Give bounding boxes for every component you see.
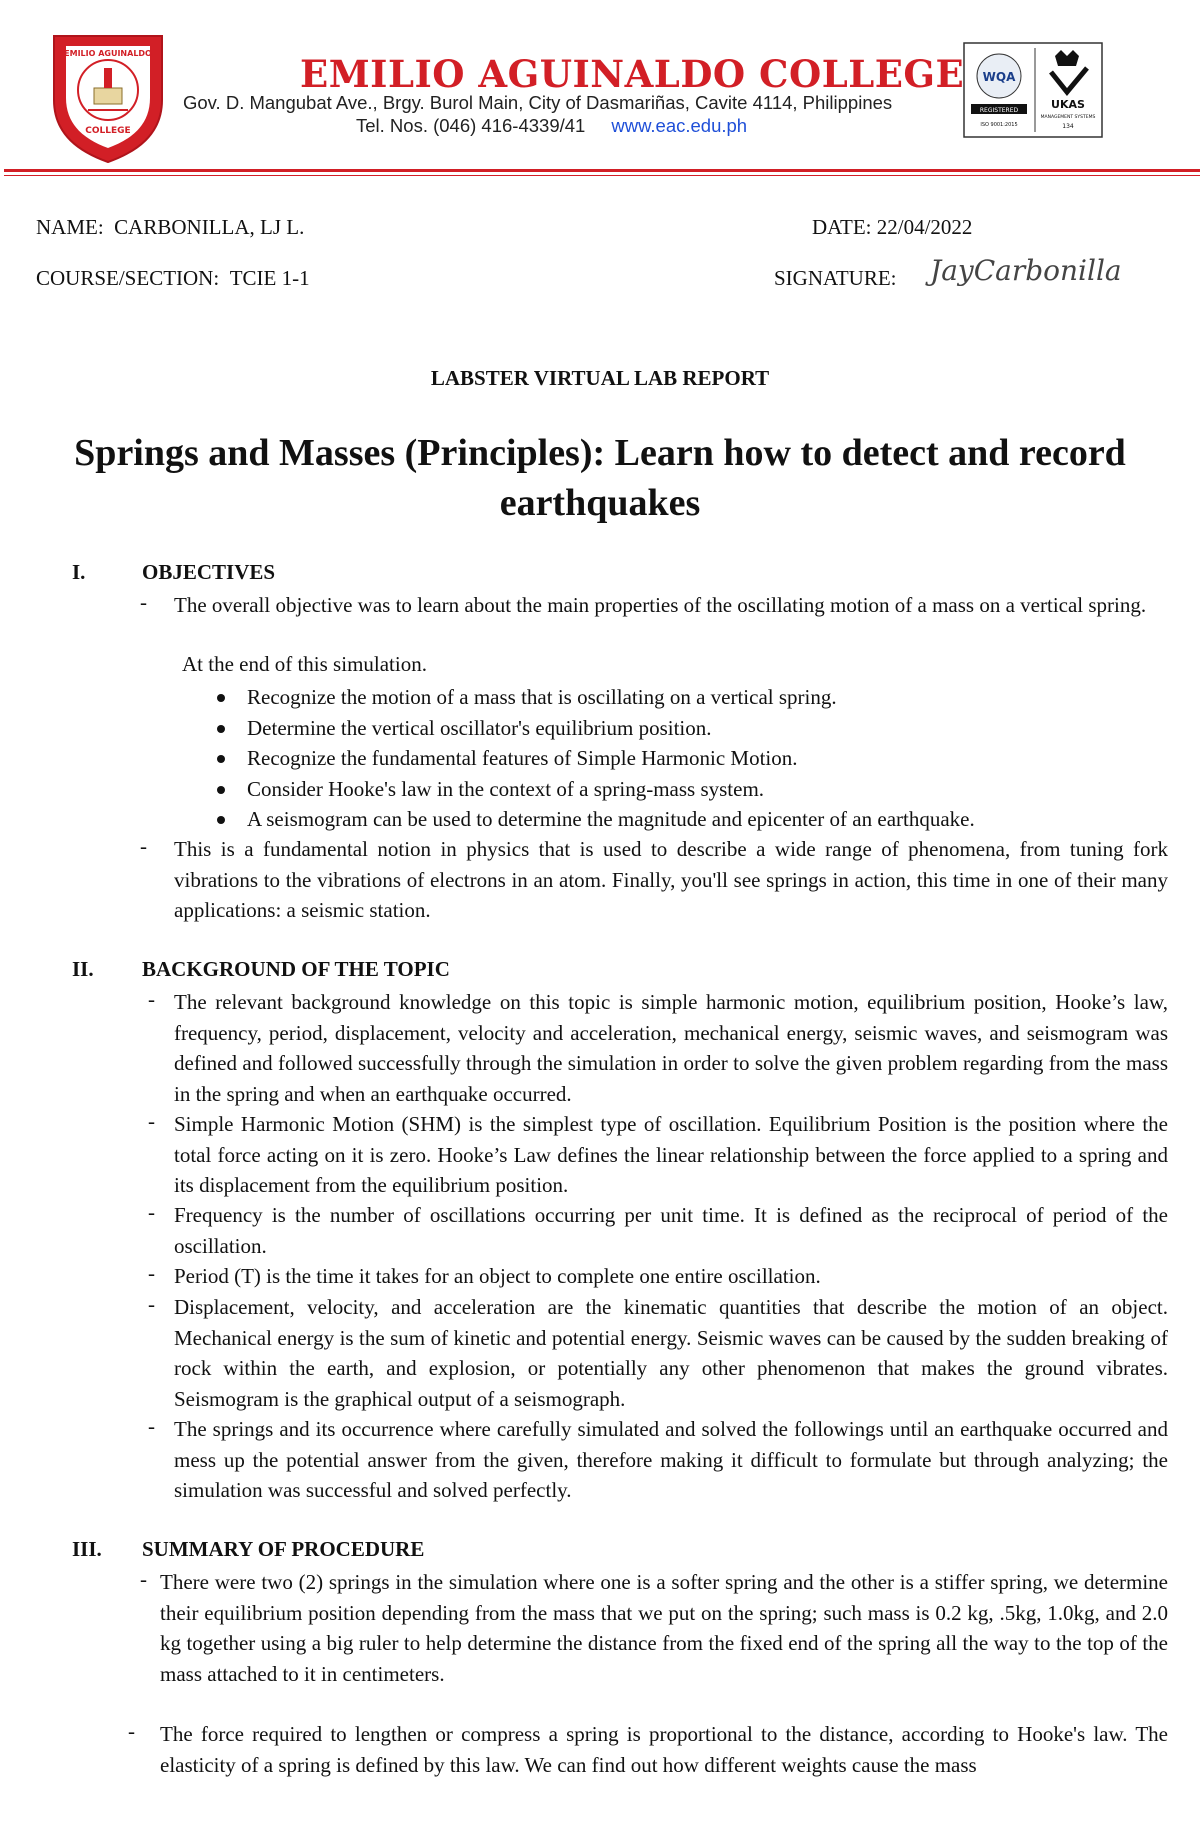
dash-marker: -: [148, 1292, 155, 1316]
header-rule: [4, 169, 1200, 172]
report-label: LABSTER VIRTUAL LAB REPORT: [430, 366, 770, 390]
list-item: Determine the vertical oscillator's equilibrium position.: [213, 713, 975, 744]
name-value: CARBONILLA, LJ L.: [114, 215, 305, 239]
background-paragraph-3: Frequency is the number of oscillations occurring per unit time. It is defined as the reciprocal of period of the oscillation.: [174, 1203, 1168, 1258]
ukas-sub-text: MANAGEMENT SYSTEMS: [1040, 115, 1096, 120]
date-line: [812, 215, 972, 240]
dash-marker: -: [140, 834, 147, 858]
wqa-registered-text: REGISTERED: [979, 107, 1019, 114]
website-link[interactable]: www.eac.edu.ph: [611, 115, 748, 136]
objectives-list: [213, 682, 975, 835]
background-paragraph-6: The springs and its occurrence where carefully simulated and solved the followings until an earthquake occurred and mess up the potential answer from the given, therefore making it difficult to formulate but through analyzing; the simulation was successful and solved perfectly.: [174, 1417, 1168, 1502]
background-paragraph-1: The relevant background knowledge on this topic is simple harmonic motion, equilibrium position, Hooke’s law, frequency, period, displacement, velocity and acceleration, mechanical energy, seismic waves, and seismogram was defined and followed successfully through the simulation in order to solve the given problem regarding from the mass in the spring and when an earthquake occurred.: [174, 990, 1168, 1106]
objectives-paragraph-2: This is a fundamental notion in physics that is used to describe a wide range of phenomena, from tuning fork vibrations to the vibrations of electrons in an atom. Finally, you'll see springs in action, this time in one of their many applications: a seismic station.: [174, 837, 1168, 922]
date-value: 22/04/2022: [876, 215, 973, 239]
list-item: Recognize the motion of a mass that is oscillating on a vertical spring.: [213, 682, 975, 713]
name-line: [36, 215, 304, 240]
name-label: NAME:: [36, 215, 104, 239]
background-paragraph-4: Period (T) is the time it takes for an object to complete one entire oscillation.: [174, 1264, 821, 1288]
dash-marker: -: [148, 1200, 155, 1224]
course-value: TCIE 1-1: [229, 266, 310, 290]
signature-label: SIGNATURE:: [774, 266, 897, 290]
seal-text-top: EMILIO AGUINALDO: [64, 49, 152, 58]
dash-marker: -: [128, 1719, 135, 1743]
dash-marker: -: [148, 1261, 155, 1285]
section-heading-procedure: SUMMARY OF PROCEDURE: [142, 1537, 425, 1561]
dash-marker: -: [148, 987, 155, 1011]
telephone-numbers: Tel. Nos. (046) 416-4339/41: [356, 115, 586, 136]
wqa-text: WQA: [982, 70, 1016, 84]
course-label: COURSE/SECTION:: [36, 266, 220, 290]
signature: JayCarbonilla: [930, 254, 1122, 287]
seal-text-bottom: COLLEGE: [85, 126, 131, 136]
course-line: [36, 266, 310, 291]
wqa-iso-text: ISO 9001:2015: [980, 122, 1018, 128]
certification-badges: [963, 42, 1103, 138]
college-contact: [356, 115, 747, 137]
dash-marker: -: [140, 1567, 147, 1591]
dash-marker: -: [140, 590, 147, 614]
section-number-objectives: I.: [72, 560, 86, 584]
background-paragraph-5: Displacement, velocity, and acceleration are the kinematic quantities that describe the motion of an object. Mechanical energy is the sum of kinetic and potential energy. Seismic waves can be caused by the sudden breaking of rock within the earth, and explosion, or potentially any other phenomenon that makes the ground vibrates. Seismogram is the graphical output of a seismograph.: [174, 1295, 1168, 1411]
procedure-paragraph-1: There were two (2) springs in the simulation where one is a softer spring and the other is a stiffer spring, we determine their equilibrium position depending from the mass that we put on the spring; such mass is 0.2 kg, .5kg, 1.0kg, and 2.0 kg together using a big ruler to help determine the distance from the fixed end of the spring all the way to the top of the mass attached to it in centimeters.: [160, 1570, 1168, 1686]
section-number-background: II.: [72, 957, 94, 981]
report-title: Springs and Masses (Principles): Learn how to detect and record earthquakes: [74, 432, 1126, 524]
list-item: Recognize the fundamental features of Simple Harmonic Motion.: [213, 743, 975, 774]
section-heading-background: BACKGROUND OF THE TOPIC: [142, 957, 450, 981]
college-address: Gov. D. Mangubat Ave., Brgy. Burol Main, City of Dasmariñas, Cavite 4114, Philippines: [183, 92, 893, 113]
list-item: Consider Hooke's law in the context of a spring-mass system.: [213, 774, 975, 805]
objectives-paragraph-1: The overall objective was to learn about the main properties of the oscillating motion of a mass on a vertical spring.: [174, 593, 1147, 617]
dash-marker: -: [148, 1109, 155, 1133]
objectives-intro: At the end of this simulation.: [182, 652, 427, 676]
ukas-text: UKAS: [1051, 98, 1085, 111]
list-item: A seismogram can be used to determine the magnitude and epicenter of an earthquake.: [213, 804, 975, 835]
section-number-procedure: III.: [72, 1537, 102, 1561]
ukas-number-text: 134: [1062, 123, 1074, 130]
college-name: EMILIO AGUINALDO COLLEGE: [300, 52, 965, 96]
procedure-paragraph-2: The force required to lengthen or compress a spring is proportional to the distance, according to Hooke's law. The elasticity of a spring is defined by this law. We can find out how different weights cause the mass: [160, 1722, 1168, 1777]
header-rule-thin: [4, 175, 1200, 176]
section-heading-objectives: OBJECTIVES: [142, 560, 276, 584]
date-label: DATE:: [812, 215, 872, 239]
college-seal-icon: [48, 30, 168, 166]
dash-marker: -: [148, 1414, 155, 1438]
background-paragraph-2: Simple Harmonic Motion (SHM) is the simplest type of oscillation. Equilibrium Position is the position where the total force acting on it is zero. Hooke’s Law defines the linear relationship between the force applied to a spring and its displacement from the equilibrium position.: [174, 1112, 1168, 1197]
